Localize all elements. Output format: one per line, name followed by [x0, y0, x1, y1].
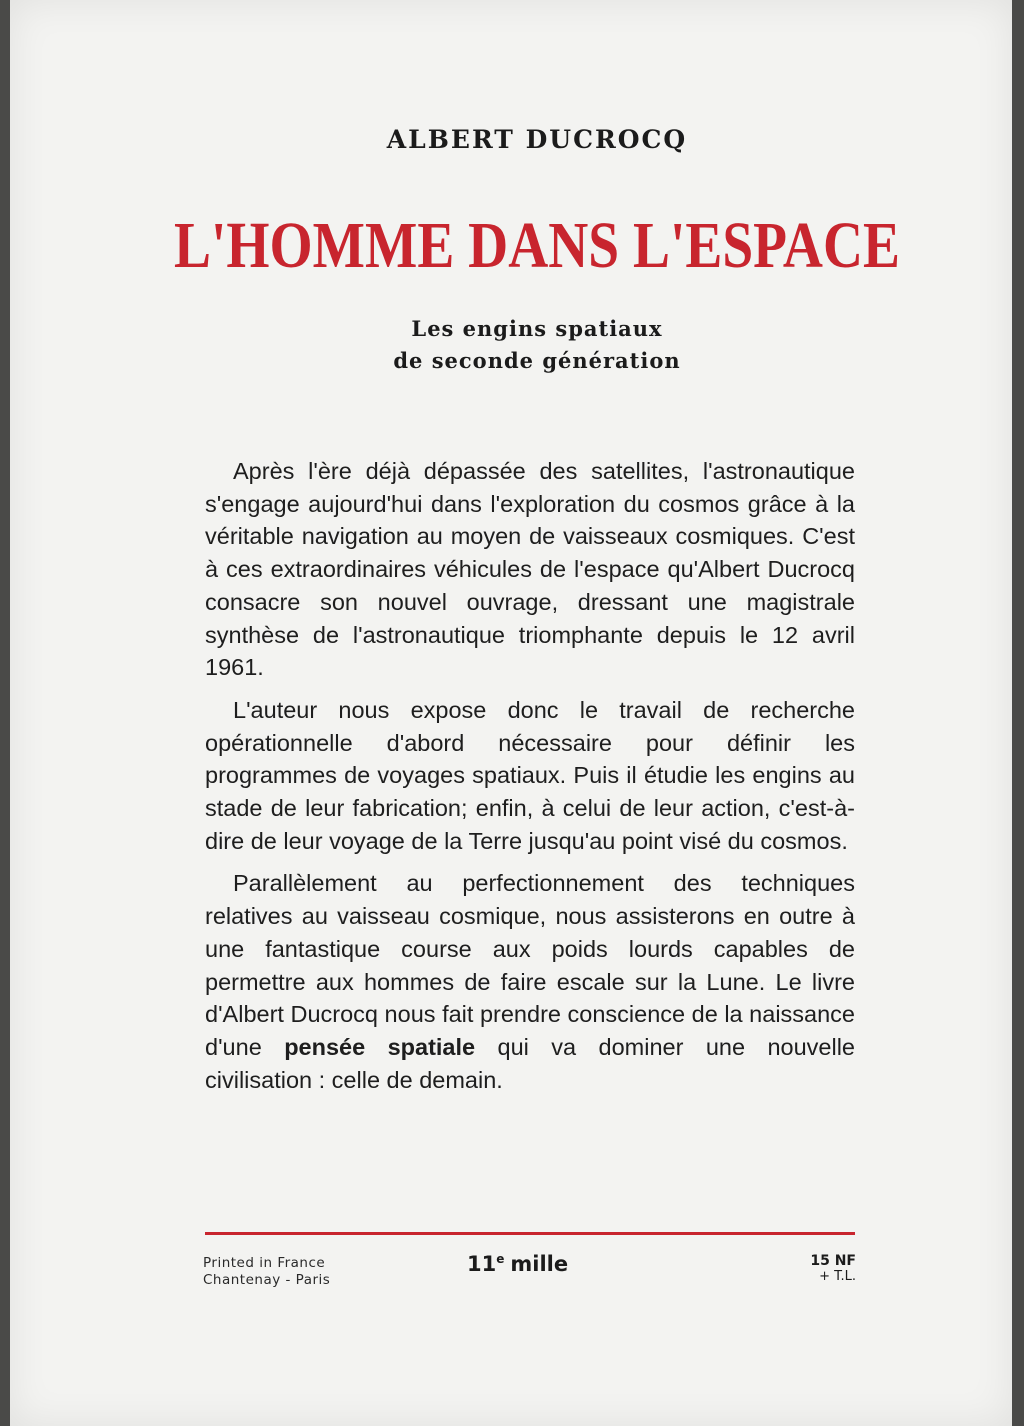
price-tax: + T.L. — [819, 1269, 856, 1284]
paragraph-3-text-before: Parallèlement au perfectionnement des techniques relatives au vaisseau cosmique, nous assisterons en outre à une fantastique course aux poids lourds capables de permettre aux hommes de faire escale sur la Lune. Le livre d'Albert Ducrocq nous fait prendre conscience de la naissance d'une — [205, 870, 855, 1060]
paragraph-3-text-after: qui va dominer une nouvelle civilisation : celle de demain. — [205, 1033, 855, 1093]
blurb — [205, 455, 855, 1106]
book-title: L'HOMME DANS L'ESPACE — [174, 209, 900, 282]
paragraph-3-emphasis: pensée spatiale — [284, 1033, 476, 1060]
back-cover — [10, 0, 1012, 1426]
subtitle-line-1: Les engins spatiaux — [411, 316, 663, 341]
printer-line-2: Chantenay - Paris — [203, 1272, 331, 1288]
blurb-paragraph-2: L'auteur nous expose donc le travail de recherche opérationnelle d'abord nécessaire pour définir les programmes de voyages spatiaux. Puis il étudie les engins au stade de leur fabrication; enfin, à celui de leur action, c'est-à-dire de leur voyage de la Terre jusqu'au point visé du cosmos. — [205, 696, 855, 854]
book-subtitle — [10, 313, 1024, 377]
printer-imprint — [203, 1255, 330, 1289]
author-name: ALBERT DUCROCQ — [386, 125, 688, 154]
blurb-paragraph-3 — [205, 867, 855, 1096]
subtitle-line-2: de seconde génération — [393, 348, 681, 373]
edition-superscript: e — [496, 1252, 505, 1266]
price: 15 NF — [810, 1253, 856, 1269]
edition-word: mille — [510, 1252, 569, 1276]
edition-number: 11 — [467, 1252, 497, 1276]
blurb-paragraph-1: Après l'ère déjà dépassée des satellites, l'astronautique s'engage aujourd'hui dans l'exploration du cosmos grâce à la véritable navigation au moyen de vaisseaux cosmiques. C'est à ces extraordinaires véhicules de l'espace qu'Albert Ducrocq consacre son nouvel ouvrage, dressant une magistrale synthèse de l'astronautique triomphante depuis le 12 avril 1961. — [205, 458, 855, 681]
price-block — [796, 1253, 856, 1285]
red-divider-rule — [205, 1232, 855, 1235]
printer-line-1: Printed in France — [203, 1255, 326, 1271]
edition-mark — [467, 1252, 568, 1276]
